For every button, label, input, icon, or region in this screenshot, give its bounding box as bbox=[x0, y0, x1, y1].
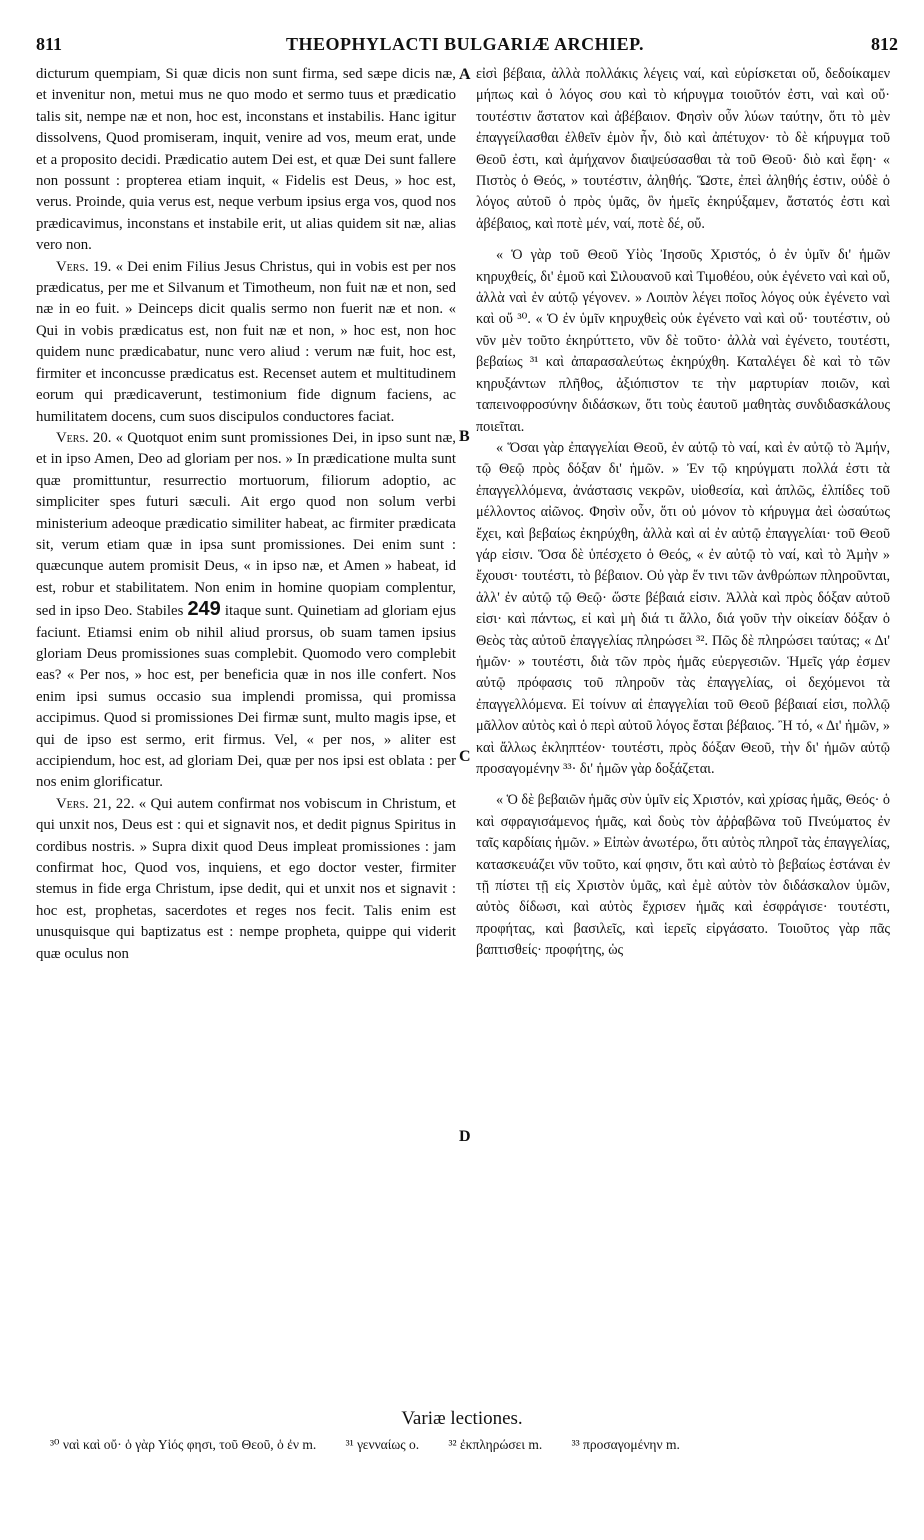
variant-note: ³³ προσαγομένην m. bbox=[571, 1437, 680, 1452]
variant-note: ³⁰ ναὶ καὶ οὔ· ὁ γὰρ Υἱός φησι, τοῦ Θεοῦ, ὁ ἐν m. bbox=[50, 1437, 317, 1452]
latin-text: « Dei enim Filius Jesus Christus, qui in vobis est per nos prædicatus, per me et Silvanum et Timotheum, non fuit næ et non, sed næ in eo fuit. » Deinceps dicit qualis sermo non fuerit næ et non. « Qui in vobis prædicatus est, non fuit næ et non, » hoc est, non hoc quidem nunc prædicabatur, nunc vero aliud : verum næ fuit, hoc est, firmiter et inconcusse prædicatus est. Recenset autem et multitudinem eorum qui prædicaverunt, testimonium fide dignum faciens, ac humilitatem docens, cum suos discipulos conductores faciat. bbox=[36, 258, 457, 425]
greek-paragraph: « Ὁ γὰρ τοῦ Θεοῦ Υἱὸς Ἰησοῦς Χριστός, ὁ ἐν ὑμῖν δι' ἡμῶν κηρυχθείς, δι' ἐμοῦ καὶ Σιλουανοῦ καὶ Τιμοθέου, οὐκ ἐγένετο ναὶ καὶ οὔ, ἀλλὰ ναὶ ἐν αὐτῷ γέγονεν. » Λοιπὸν λέγει ποῖος λόγος οὐκ ἐγένετο ναὶ καὶ οὔ ³⁰. « Ὁ ἐν ὑμῖν κηρυχθεὶς οὐκ ἐγένετο ναὶ καὶ οὔ· τουτέστιν, οὐ νῦν μὲν τοῦτο ἐκηρύττετο, νῦν δὲ τοῦτο· ἀλλὰ ναὶ ἐγένετο, τουτέστι, βεβαίως ³¹ καὶ ἀπαρασαλεύτως ἐκηρύχθη. Καταλέγει δὲ καὶ τὸ τῶν κηρυξάντων πλῆθος, ἀξιόπιστον τε τὴν μαρτυρίαν ποιῶν, καὶ ταπεινοφροσύνην διδάσκων, ὅτι τοὺς ἑαυτοῦ μαθητὰς συνδιδασκάλους ποιεῖται. bbox=[476, 247, 890, 435]
running-header bbox=[30, 34, 900, 64]
latin-column bbox=[36, 64, 456, 965]
verse-label: Vers. 20. bbox=[56, 429, 112, 446]
latin-paragraph-v19 bbox=[36, 257, 456, 428]
running-title: THEOPHYLACTI BULGARIÆ ARCHIEP. bbox=[286, 34, 644, 54]
margin-letter-a: A bbox=[459, 66, 471, 83]
page-marker: 249 bbox=[187, 598, 221, 621]
variae-lectiones-notes bbox=[50, 1436, 890, 1454]
latin-paragraph: dicturum quempiam, Si quæ dicis non sunt firma, sed sæpe dicis næ, et invenitur non, metui mus ne quo modo et sermo tuus et prædicatio talis sit, nempe næ et non, hoc est, inconstans et instabilis. Hanc igitur dissolvens, Quod promiseram, inquit, venire ad vos, meum erat, unde et a proposito decidi. Prædicatio autem Dei est, et quæ Dei sunt fallere non possunt : propterea etiam inquit, « Fidelis est Deus, » hoc est, verus. Proinde, quia verus est, neque verbum ipsius erga vos, quod nos prædicavimus, inconstans et instabile erit, ut alias quidem sit næ, alias vero non. bbox=[36, 66, 456, 254]
margin-letter-b: B bbox=[459, 428, 470, 445]
variant-note: ³¹ γενναίως o. bbox=[345, 1437, 420, 1452]
latin-text: itaque sunt. Quinetiam ad gloriam ejus faciunt. Etiamsi enim ob nihil aliud prorsus, ob suam tamen ipsius gloriam Deus promissiones suas complebit. Quomodo vero complebit eas? « Per nos, » hoc est, per beneficia quæ in nos ille confert. Nos enim ipsi sumus occasio sua implendi promissa, qui promissa accipimus. Quod si promissiones Dei firmæ sunt, multo magis ipse, et qui de ipso est sermo, erit firmus. Vel, « per nos, » aliter est accipiendum, hoc est, ad gloriam Dei, quæ per nos ipsi est oblata : per nos enim glorificatur. bbox=[36, 603, 457, 791]
margin-letter-c: C bbox=[459, 748, 471, 765]
latin-text: « Quotquot enim sunt promissiones Dei, in ipso sunt næ, et in ipso Amen, Deo ad gloriam per nos. » In prædicatione multa sunt quæ promittuntur, resurrectio mortuorum, filiorum adoptio, ac simpliciter spes futuri sæculi. Ait ergo quod non solum verbi ministerium adeoque prædicatio similiter habeat, ac firmiter prædicata sit, verum etiam quæ in ipsa sunt promissiones. Dei enim sunt : quæcunque autem promisit Deus, « in ipso næ, et Amen » habeat, id est, robur et stabilitatem. Non enim in homine quopiam complentur, sed in ipso Deo. Stabiles bbox=[36, 429, 457, 620]
variant-note: ³² ἐκπληρώσει m. bbox=[448, 1437, 543, 1452]
latin-paragraph-v20 bbox=[36, 428, 456, 794]
greek-paragraph: « Ὁ δὲ βεβαιῶν ἡμᾶς σὺν ὑμῖν εἰς Χριστόν, καὶ χρίσας ἡμᾶς, Θεός· ὁ καὶ σφραγισάμενος ἡμᾶς, καὶ δοὺς τὸν ἀῤῥαβῶνα τοῦ Πνεύματος ἐν ταῖς καρδίαις ἡμῶν. » Εἰπὼν ἀνωτέρω, ὅτι αὐτὸς πληροῖ τὰς ἐπαγγελίας, κατασκευάζει νῦν τοῦτο, καί φησιν, ὅτι καὶ αὐτὸ τὸ βεβαίως ἑστάναι ἐν τῇ πίστει τῇ εἰς Χριστὸν ὑμᾶς, καὶ ἐμὲ αὐτὸν τὸν διδάσκαλον ὑμῶν, αὐτὸς δίδωσι, καὶ αὐτὸς ἔχρισεν ἡμᾶς καὶ ἐσφράγισε· τουτέστι, προφήτας, καὶ βασιλεῖς, καὶ ἱερεῖς εἰργάσατο. Τοιοῦτος γὰρ πᾶς βαπτισθείς· προφήτης, ὡς bbox=[476, 792, 890, 959]
verse-label: Vers. 19. bbox=[56, 258, 112, 275]
greek-paragraph: εἰσὶ βέβαια, ἀλλὰ πολλάκις λέγεις ναί, καὶ εὑρίσκεται οὔ, δεδοίκαμεν μήπως καὶ ὁ λόγος σου καὶ τὸ κήρυγμα τοιοῦτόν ἐστι, ναὶ καὶ οὔ· τουτέστιν ἄστατον καὶ ἀβέβαιον. Φησὶν οὖν λύων ταύτην, ὅτι τὸ μὲν ἐπαγγείλασθαι ἐλθεῖν ἐμὸν ἦν, διὸ καὶ ἀπέτυχον· τὸ δὲ κήρυγμα τοῦ Θεοῦ ἐστι, καὶ ἀμήχανον διαψεύσασθαι τὰ τοῦ Θεοῦ· διὸ καὶ ἔφη· « Πιστὸς ὁ Θεός, » τουτέστιν, ἀληθής. Ὥστε, ἐπεὶ ἀληθής ἐστιν, οὐδὲ ὁ λόγος αὐτοῦ ὁ πρὸς ὑμᾶς, ὃν ἡμεῖς ἐκηρύξαμεν, ἄστατός ἐστι καὶ ἀβέβαιος, καὶ ποτὲ μέν, ναί, ποτὲ δέ, οὔ. bbox=[476, 66, 890, 232]
latin-text: « Qui autem confirmat nos vobiscum in Christum, et qui unxit nos, Deus est : qui et signavit nos, et dedit pignus Spiritus in cordibus nostris. » Supra dixit quod Deus impleat promissiones : jam confirmat hoc, Quod vos, inquiens, et ego doctor vester, firmiter stemus in fide erga Christum, ipse dedit, qui et unxit nos et signavit : hoc est, prophetas, sacerdotes et reges nos fecit. Talis enim est unusquisque qui baptizatus est : nempe propheta, quippe qui viderit quæ oculus non bbox=[36, 795, 456, 962]
greek-column bbox=[476, 64, 890, 962]
greek-paragraph: « Ὅσαι γὰρ ἐπαγγελίαι Θεοῦ, ἐν αὐτῷ τὸ ναί, καὶ ἐν αὐτῷ τὸ Ἀμήν, τῷ Θεῷ πρὸς δόξαν δι' ἡμῶν. » Ἐν τῷ κηρύγματι πολλά ἐστι τὰ ἐπαγγελλόμενα, ἀνάστασις νεκρῶν, υἱοθεσία, καὶ ἁπλῶς, ἐλπίδες τοῦ μέλλοντος αἰῶνος. Φησὶν οὖν, ὅτι οὐ μόνον τὸ κήρυγμα ἀεὶ ὡσαύτως ἔχει, καὶ βεβαίως ἐκηρύχθη, ἀλλὰ καὶ αἱ ἐν αὐτῷ ἐπαγγελίαι· τοῦ Θεοῦ γάρ εἰσιν. Ὅσα δὲ ὑπέσχετο ὁ Θεός, « ἐν αὐτῷ τὸ ναί, καὶ τὸ Ἀμὴν » ἔχουσι· τουτέστι, τὸ βέβαιον. Οὐ γὰρ ἔν τινι τῶν ἀνθρώπων πληροῦνται, ἀλλ' ἐν αὐτῷ τῷ Θεῷ· ὥστε βέβαιά εἰσιν. Ἀλλὰ καὶ πρὸς δόξαν αὐτοῦ εἰσι· καὶ πάντως, εἰ καὶ μὴ διά τι ἄλλο, διά γοῦν τὴν οἰκείαν δόξαν ὁ Θεὸς τὰς αὐτοῦ ἐπαγγελίας πληρώσει ³². Πῶς δὲ πληρώσει ταύτας; « Δι' ἡμῶν· » τουτέστι, διὰ τῶν πρὸς ἡμᾶς εὐεργεσιῶν. Ἡμεῖς γάρ ἐσμεν αὐτῷ πρόφασις τοῦ πληροῦν τὰς ἐπαγγελίας, οἱ δεχόμενοι τὰ ἐπαγγελλόμενα. Εἰ τοίνυν αἱ ἐπαγγελίαι τοῦ Θεοῦ βέβαιαί εἰσι, πολλῷ μᾶλλον αὐτὸς καὶ ὁ περὶ αὐτοῦ λόγος ἔσται βέβαιος. Ἢ τό, « Δι' ἡμῶν, » καὶ ἄλλως ἐκληπτέον· τουτέστι, πρὸς δόξαν Θεοῦ, τὴν δι' ἡμῶν αὐτῷ προσαγομένην ³³· δι' ἡμῶν γὰρ δοξάζεται. bbox=[476, 439, 890, 777]
variae-lectiones-title: Variæ lectiones. bbox=[401, 1408, 523, 1429]
right-page-number: 812 bbox=[871, 34, 898, 54]
verse-label: Vers. 21, 22. bbox=[56, 795, 135, 812]
left-page-number: 811 bbox=[36, 34, 63, 54]
margin-letter-d: D bbox=[459, 1128, 471, 1145]
latin-paragraph-v21 bbox=[36, 794, 456, 965]
